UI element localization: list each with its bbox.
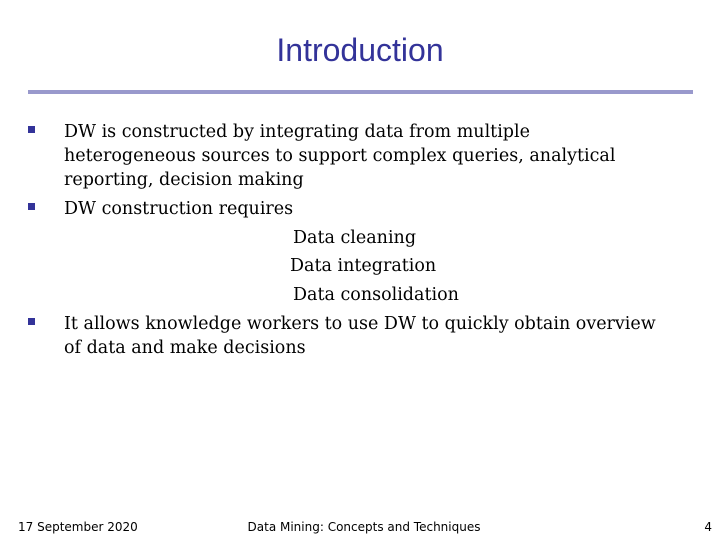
square-bullet-icon — [28, 318, 35, 325]
footer-date: 17 September 2020 — [18, 520, 138, 534]
sub-item: Data consolidation — [293, 285, 459, 305]
square-bullet-icon — [28, 126, 35, 133]
sub-item: Data cleaning — [293, 228, 417, 248]
slide-title: Introduction — [276, 32, 444, 68]
sub-item: Data integration — [290, 256, 437, 276]
bullet-text: It allows knowledge workers to use DW to quickly obtain overview of data and make decisions — [64, 314, 656, 358]
footer-title: Data Mining: Concepts and Techniques — [247, 520, 481, 534]
square-bullet-icon — [28, 203, 35, 210]
bullet-text: DW is constructed by integrating data from multiple heterogeneous sources to support complex queries, analytical reporting, decision making — [64, 122, 616, 190]
bullet-text: DW construction requires — [64, 199, 294, 219]
title-divider — [28, 90, 693, 94]
page-number: 4 — [704, 520, 712, 534]
